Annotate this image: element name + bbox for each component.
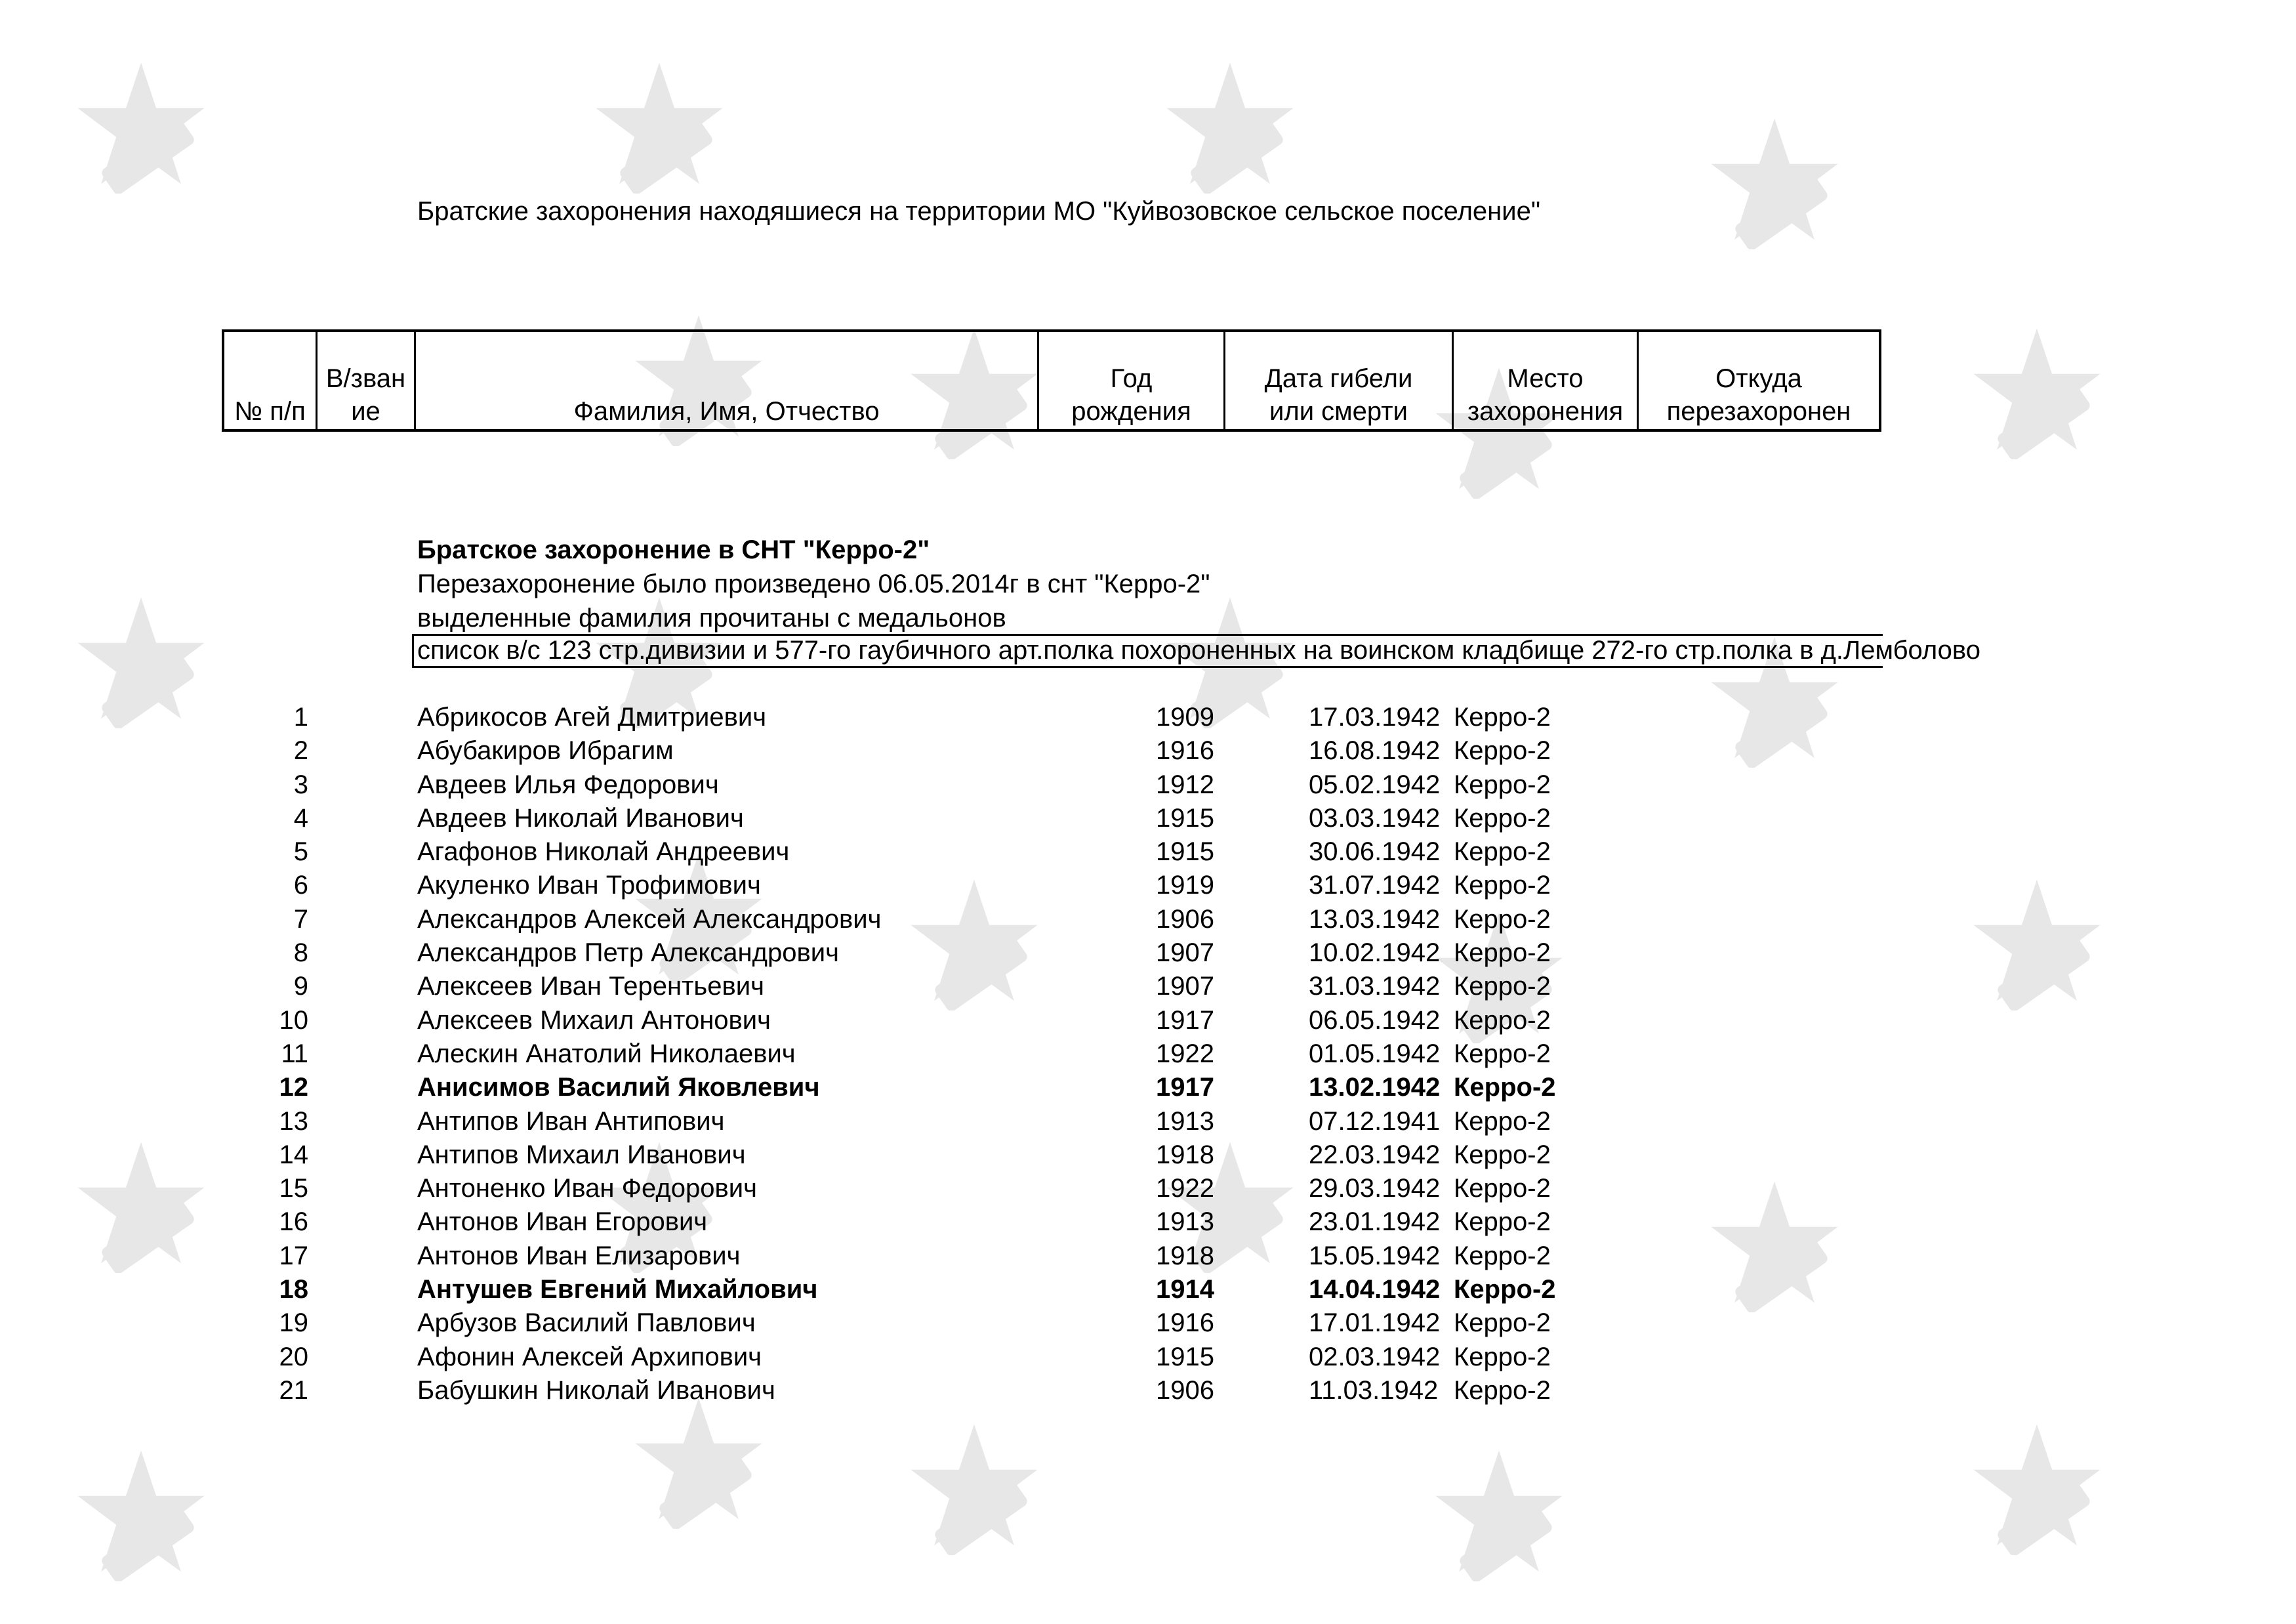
row-birth-year: 1912 — [1156, 770, 1214, 799]
section-reburial-note: Перезахоронение было произведено 06.05.2014г в снт "Керро-2" — [417, 570, 1210, 598]
row-number: 18 — [279, 1275, 308, 1304]
row-burial-place: Керро-2 — [1454, 1375, 1551, 1405]
row-burial-place: Керро-2 — [1454, 1308, 1551, 1338]
row-number: 6 — [293, 871, 308, 900]
header-col-birth-year: Год рождения — [1039, 332, 1225, 429]
row-burial-place: Керро-2 — [1454, 904, 1551, 934]
row-fullname: Афонин Алексей Архипович — [417, 1342, 762, 1371]
table-row — [0, 970, 2296, 1003]
table-row — [0, 1071, 2296, 1104]
row-number: 10 — [279, 1005, 308, 1035]
row-fullname: Антипов Иван Антипович — [417, 1106, 725, 1136]
row-number: 14 — [279, 1140, 308, 1169]
row-death-date: 11.03.1942 — [1309, 1375, 1439, 1405]
table-row — [0, 1205, 2296, 1239]
star-logo-watermark-icon — [72, 1444, 210, 1581]
row-birth-year: 1906 — [1156, 1375, 1214, 1405]
row-burial-place: Керро-2 — [1454, 1039, 1551, 1068]
row-death-date: 03.03.1942 — [1309, 803, 1441, 833]
row-burial-place: Керро-2 — [1454, 871, 1551, 900]
table-row — [0, 1105, 2296, 1138]
row-fullname: Антипов Михаил Иванович — [417, 1140, 746, 1169]
row-death-date: 22.03.1942 — [1309, 1140, 1441, 1169]
row-death-date: 13.02.1942 — [1309, 1073, 1441, 1102]
row-burial-place: Керро-2 — [1454, 1342, 1551, 1371]
row-death-date: 02.03.1942 — [1309, 1342, 1441, 1371]
row-burial-place: Керро-2 — [1454, 938, 1551, 968]
header-col-fullname: Фамилия, Имя, Отчество — [416, 332, 1039, 429]
table-row — [0, 802, 2296, 835]
row-birth-year: 1914 — [1156, 1275, 1214, 1304]
row-birth-year: 1913 — [1156, 1207, 1214, 1237]
star-logo-watermark-icon — [1430, 1444, 1568, 1581]
row-birth-year: 1916 — [1156, 736, 1214, 766]
star-logo-watermark-icon — [630, 1391, 768, 1529]
table-row — [0, 869, 2296, 902]
star-logo-watermark-icon — [72, 56, 210, 194]
header-col-reburied-from: Откуда перезахоронен — [1666, 364, 1851, 426]
row-birth-year: 1918 — [1156, 1241, 1214, 1270]
row-fullname: Акуленко Иван Трофимович — [417, 871, 761, 900]
row-number: 9 — [293, 972, 308, 1001]
row-fullname: Авдеев Николай Иванович — [417, 803, 744, 833]
table-row — [0, 1138, 2296, 1172]
row-number: 4 — [293, 803, 308, 833]
row-birth-year: 1917 — [1156, 1073, 1214, 1102]
row-fullname: Бабушкин Николай Иванович — [417, 1375, 775, 1405]
table-row — [0, 1374, 2296, 1407]
row-birth-year: 1919 — [1156, 871, 1214, 900]
row-death-date: 10.02.1942 — [1309, 938, 1441, 968]
star-logo-watermark-icon — [1968, 322, 2106, 459]
table-row — [0, 1172, 2296, 1205]
row-burial-place: Керро-2 — [1454, 1207, 1551, 1237]
row-death-date: 06.05.1942 — [1309, 1005, 1441, 1035]
row-fullname: Агафонов Николай Андреевич — [417, 837, 790, 867]
row-death-date: 23.01.1942 — [1309, 1207, 1441, 1237]
section-medallion-note: выделенные фамилия прочитаны с медальонов — [417, 604, 1006, 633]
row-birth-year: 1915 — [1156, 803, 1214, 833]
row-birth-year: 1922 — [1156, 1039, 1214, 1068]
row-fullname: Антонов Иван Елизарович — [417, 1241, 741, 1270]
header-col-rank: В/зван ие — [318, 332, 416, 429]
burial-list — [0, 701, 2296, 1407]
row-burial-place: Керро-2 — [1454, 1241, 1551, 1270]
table-row — [0, 1306, 2296, 1340]
row-burial-place: Керро-2 — [1454, 803, 1551, 833]
table-row — [0, 1239, 2296, 1273]
row-burial-place: Керро-2 — [1454, 837, 1551, 867]
row-fullname: Алексеев Иван Терентьевич — [417, 972, 764, 1001]
row-birth-year: 1922 — [1156, 1174, 1214, 1203]
table-row — [0, 903, 2296, 936]
row-death-date: 31.07.1942 — [1309, 871, 1441, 900]
row-number: 7 — [293, 904, 308, 934]
table-row — [0, 734, 2296, 768]
row-number: 19 — [279, 1308, 308, 1338]
star-logo-watermark-icon — [590, 56, 728, 194]
table-row — [0, 701, 2296, 734]
row-number: 2 — [293, 736, 308, 766]
row-birth-year: 1915 — [1156, 1342, 1214, 1371]
row-birth-year: 1913 — [1156, 1106, 1214, 1136]
row-birth-year: 1916 — [1156, 1308, 1214, 1338]
table-row — [0, 1004, 2296, 1037]
section-title: Братское захоронение в СНТ "Керро-2" — [417, 535, 930, 564]
table-row — [0, 936, 2296, 970]
row-birth-year: 1918 — [1156, 1140, 1214, 1169]
row-birth-year: 1906 — [1156, 904, 1214, 934]
row-death-date: 30.06.1942 — [1309, 837, 1441, 867]
column-header-table — [222, 329, 1881, 432]
row-burial-place: Керро-2 — [1454, 1140, 1551, 1169]
row-number: 5 — [293, 837, 308, 867]
row-death-date: 29.03.1942 — [1309, 1174, 1441, 1203]
row-fullname: Абрикосов Агей Дмитриевич — [417, 703, 767, 732]
row-death-date: 17.01.1942 — [1309, 1308, 1441, 1338]
row-burial-place: Керро-2 — [1454, 1106, 1551, 1136]
header-col-number: № п/п — [224, 332, 318, 429]
row-fullname: Александров Алексей Александрович — [417, 904, 882, 934]
row-death-date: 31.03.1942 — [1309, 972, 1441, 1001]
row-burial-place: Керро-2 — [1454, 736, 1551, 766]
row-death-date: 13.03.1942 — [1309, 904, 1441, 934]
row-fullname: Антонов Иван Егорович — [417, 1207, 708, 1237]
table-row — [0, 768, 2296, 802]
row-burial-place: Керро-2 — [1454, 972, 1551, 1001]
row-death-date: 07.12.1941 — [1309, 1106, 1441, 1136]
row-fullname: Алексеев Михаил Антонович — [417, 1005, 771, 1035]
row-fullname: Алескин Анатолий Николаевич — [417, 1039, 796, 1068]
row-number: 12 — [279, 1073, 308, 1102]
row-number: 13 — [279, 1106, 308, 1136]
row-fullname: Александров Петр Александрович — [417, 938, 839, 968]
star-logo-watermark-icon — [1161, 56, 1299, 194]
star-logo-watermark-icon — [1706, 112, 1843, 249]
row-death-date: 05.02.1942 — [1309, 770, 1441, 799]
row-burial-place: Керро-2 — [1454, 1174, 1551, 1203]
row-number: 3 — [293, 770, 308, 799]
row-number: 16 — [279, 1207, 308, 1237]
row-fullname: Арбузов Василий Павлович — [417, 1308, 756, 1338]
row-death-date: 14.04.1942 — [1309, 1275, 1441, 1304]
table-row — [0, 1341, 2296, 1374]
header-col-burial-place: Место захоронения — [1454, 332, 1639, 429]
row-fullname: Анисимов Василий Яковлевич — [417, 1073, 820, 1102]
row-birth-year: 1907 — [1156, 938, 1214, 968]
row-fullname: Авдеев Илья Федорович — [417, 770, 719, 799]
list-note: список в/с 123 стр.дивизии и 577-го гаубичного арт.полка похороненных на воинском кладбище 272-го стр.полка в д.Лемболово — [417, 636, 1980, 665]
star-logo-watermark-icon — [1968, 1417, 2106, 1555]
document-title: Братские захоронения находяшиеся на территории МО "Куйвозовское сельское поселение" — [417, 197, 1541, 226]
row-number: 1 — [293, 703, 308, 732]
row-death-date: 16.08.1942 — [1309, 736, 1441, 766]
row-birth-year: 1915 — [1156, 837, 1214, 867]
row-death-date: 17.03.1942 — [1309, 703, 1441, 732]
row-burial-place: Керро-2 — [1454, 1073, 1556, 1102]
row-burial-place: Керро-2 — [1454, 1275, 1556, 1304]
row-burial-place: Керро-2 — [1454, 1005, 1551, 1035]
star-logo-watermark-icon — [905, 1417, 1043, 1555]
row-death-date: 15.05.1942 — [1309, 1241, 1441, 1270]
row-number: 11 — [281, 1039, 308, 1068]
row-number: 17 — [279, 1241, 308, 1270]
row-number: 8 — [293, 938, 308, 968]
row-number: 15 — [279, 1174, 308, 1203]
table-row — [0, 1273, 2296, 1306]
row-burial-place: Керро-2 — [1454, 770, 1551, 799]
row-death-date: 01.05.1942 — [1309, 1039, 1441, 1068]
row-number: 20 — [279, 1342, 308, 1371]
row-birth-year: 1917 — [1156, 1005, 1214, 1035]
row-number: 21 — [279, 1375, 308, 1405]
row-burial-place: Керро-2 — [1454, 703, 1551, 732]
header-col-death-date: Дата гибели или смерти — [1225, 332, 1454, 429]
row-birth-year: 1909 — [1156, 703, 1214, 732]
row-fullname: Антушев Евгений Михайлович — [417, 1275, 818, 1304]
row-fullname: Абубакиров Ибрагим — [417, 736, 674, 766]
table-row — [0, 835, 2296, 869]
table-row — [0, 1037, 2296, 1071]
row-birth-year: 1907 — [1156, 972, 1214, 1001]
row-fullname: Антоненко Иван Федорович — [417, 1174, 757, 1203]
